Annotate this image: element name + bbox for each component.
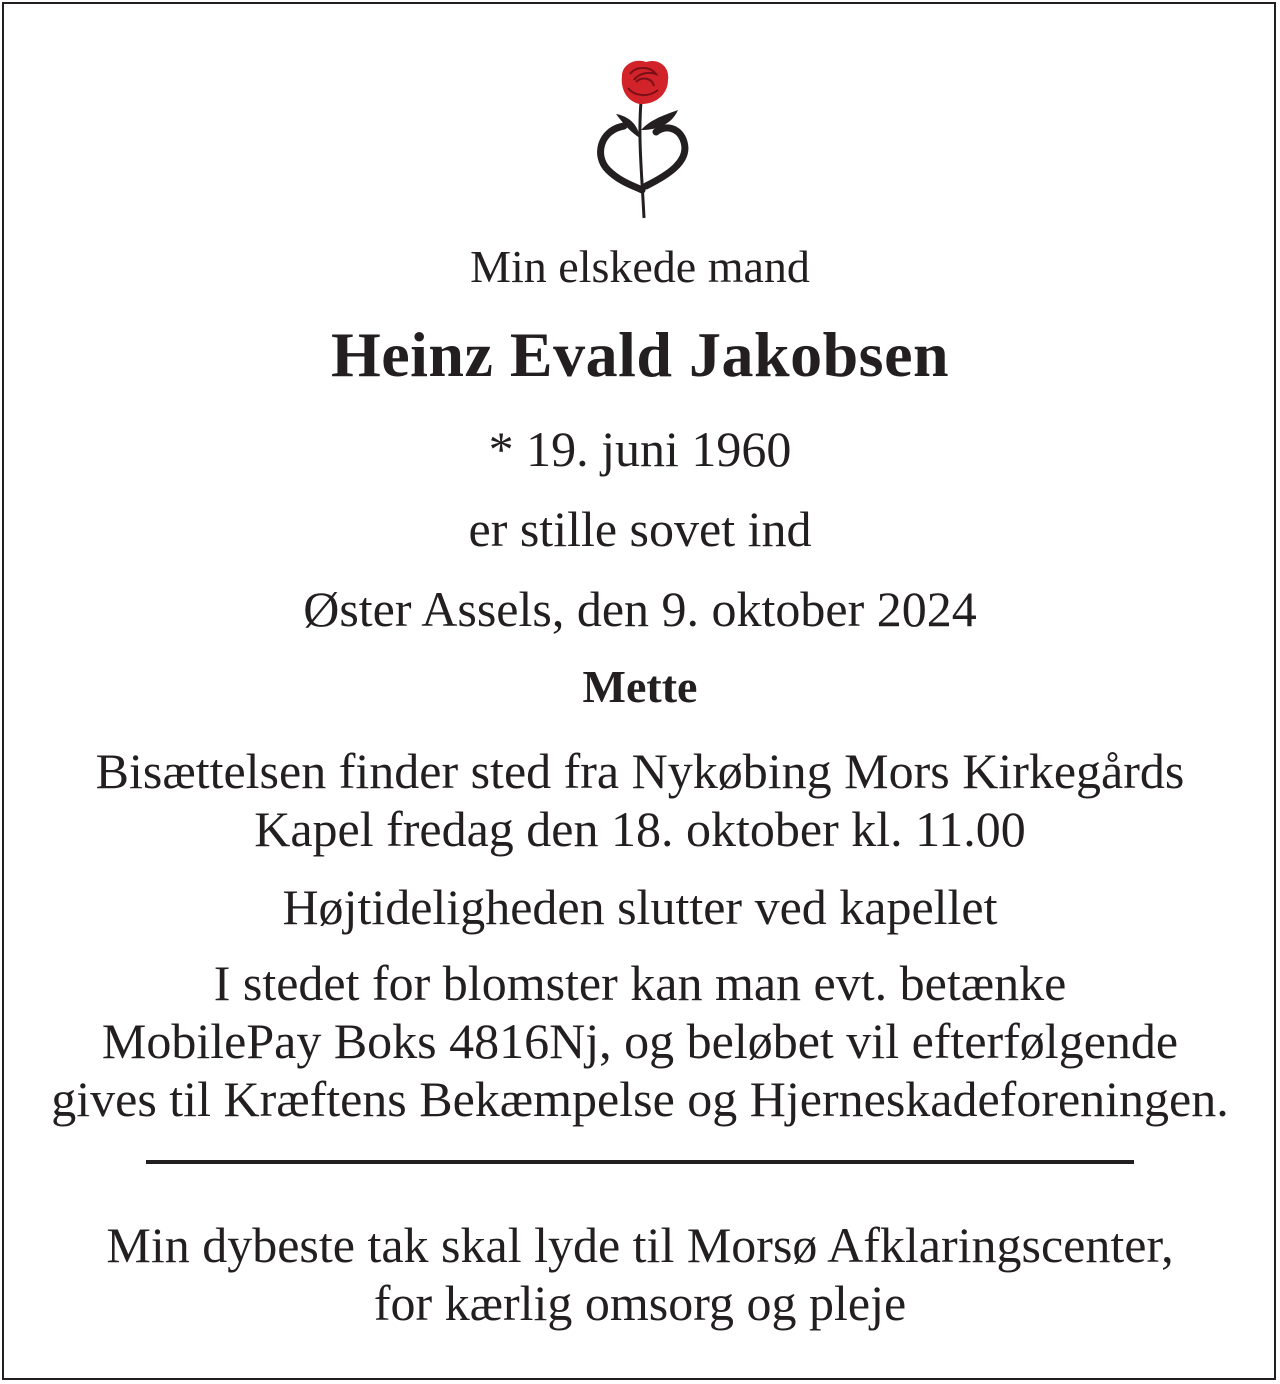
funeral-line-1: Bisættelsen finder sted fra Nykøbing Mors Kirkegårds xyxy=(95,743,1185,799)
divider xyxy=(146,1160,1134,1164)
birth-date: * 19. juni 1960 xyxy=(488,421,792,477)
donation-line-1: I stedet for blomster kan man evt. betænke xyxy=(213,955,1067,1011)
thanks-line-1: Min dybeste tak skal lyde til Morsø Afklaringscenter, xyxy=(106,1217,1174,1273)
place-date: Øster Assels, den 9. oktober 2024 xyxy=(303,581,977,637)
thanks-line-2: for kærlig omsorg og pleje xyxy=(373,1275,907,1331)
donation-line-2: MobilePay Boks 4816Nj, og beløbet vil efterfølgende xyxy=(101,1013,1179,1069)
rose-heart-icon xyxy=(586,58,694,220)
ceremony-text: Højtideligheden slutter ved kapellet xyxy=(282,879,998,935)
passed-text: er stille sovet ind xyxy=(468,501,812,557)
donation-line-3: gives til Kræftens Bekæmpelse og Hjerneskadeforeningen. xyxy=(51,1071,1229,1127)
intro-text: Min elskede mand xyxy=(470,241,810,292)
deceased-name: Heinz Evald Jakobsen xyxy=(330,319,950,390)
signature: Mette xyxy=(582,661,698,712)
funeral-line-2: Kapel fredag den 18. oktober kl. 11.00 xyxy=(254,801,1026,857)
